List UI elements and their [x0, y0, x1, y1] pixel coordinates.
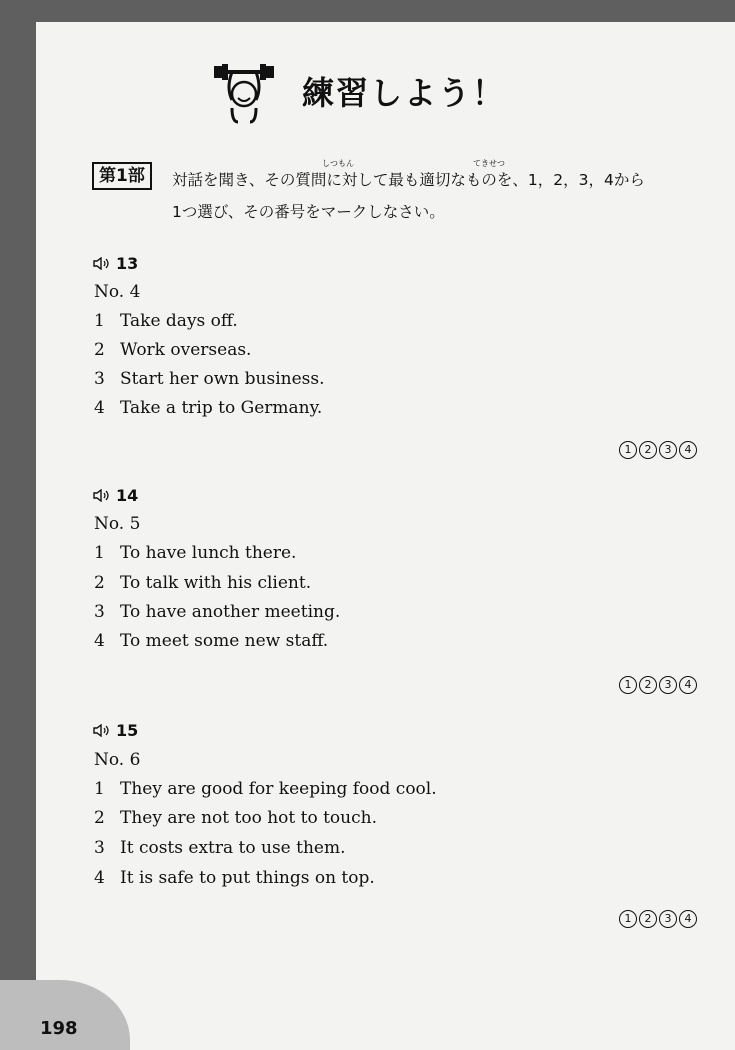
audio-track — [93, 486, 138, 505]
answer-bubble[interactable]: 3 — [659, 910, 677, 928]
ruby-tekisetsu: てきせつ — [473, 159, 505, 168]
answer-bubble[interactable]: 4 — [679, 441, 697, 459]
choice-text: They are good for keeping food cool. — [120, 779, 437, 799]
part-label: 第1部 — [92, 162, 152, 190]
instruction-line-1: 対話を聞き、その質問に対して最も適切なものを、1，2，3，4から — [172, 171, 645, 189]
choice-item — [94, 311, 238, 331]
choice-number: 2 — [94, 573, 105, 593]
answer-bubble[interactable]: 4 — [679, 676, 697, 694]
choice-text: They are not too hot to touch. — [120, 808, 377, 828]
choice-text: Work overseas. — [120, 340, 252, 360]
page-number: 198 — [40, 1018, 78, 1039]
track-number: 15 — [116, 721, 139, 740]
answer-bubble[interactable]: 1 — [619, 441, 637, 459]
answer-bubble[interactable]: 1 — [619, 910, 637, 928]
choice-number: 1 — [94, 779, 105, 799]
speaker-icon — [93, 724, 110, 737]
choice-text: Start her own business. — [120, 369, 325, 389]
answer-bubble[interactable]: 2 — [639, 676, 657, 694]
answer-bubble[interactable]: 4 — [679, 910, 697, 928]
answer-bubble[interactable]: 3 — [659, 676, 677, 694]
speaker-icon — [93, 257, 110, 270]
choice-item — [94, 543, 296, 563]
question-number: No. 4 — [94, 282, 141, 302]
choice-item — [94, 868, 375, 888]
choice-item — [94, 779, 437, 799]
section-header — [212, 58, 506, 124]
ruby-shitsumon: しつもん — [322, 159, 354, 168]
answer-bubbles — [619, 910, 697, 928]
choice-text: To have another meeting. — [120, 602, 341, 622]
choice-item — [94, 369, 325, 389]
choice-number: 3 — [94, 602, 105, 622]
choice-item — [94, 838, 346, 858]
answer-bubble[interactable]: 2 — [639, 910, 657, 928]
choice-number: 1 — [94, 311, 105, 331]
choice-text: It is safe to put things on top. — [120, 868, 375, 888]
choice-item — [94, 808, 377, 828]
choice-item — [94, 602, 340, 622]
choice-number: 3 — [94, 838, 105, 858]
choice-number: 3 — [94, 369, 105, 389]
choice-item — [94, 340, 251, 360]
choice-text: Take a trip to Germany. — [120, 398, 323, 418]
track-number: 14 — [116, 486, 139, 505]
choice-text: It costs extra to use them. — [120, 838, 346, 858]
choice-number: 4 — [94, 398, 105, 418]
choice-text: To talk with his client. — [120, 573, 312, 593]
choice-number: 4 — [94, 631, 105, 651]
choice-item — [94, 631, 328, 651]
choice-number: 4 — [94, 868, 105, 888]
choice-text: Take days off. — [120, 311, 238, 331]
weightlifter-icon — [212, 58, 276, 124]
answer-bubble[interactable]: 2 — [639, 441, 657, 459]
choice-number: 2 — [94, 340, 105, 360]
audio-track — [93, 254, 138, 273]
answer-bubble[interactable]: 3 — [659, 441, 677, 459]
answer-bubble[interactable]: 1 — [619, 676, 637, 694]
question-number: No. 6 — [94, 750, 141, 770]
choice-text: To meet some new staff. — [120, 631, 329, 651]
choice-text: To have lunch there. — [120, 543, 297, 563]
track-number: 13 — [116, 254, 139, 273]
audio-track — [93, 721, 138, 740]
instruction-line-2: 1つ選び、その番号をマークしなさい。 — [172, 203, 445, 221]
choice-number: 1 — [94, 543, 105, 563]
section-title: 練習しよう！ — [302, 74, 507, 112]
question-number: No. 5 — [94, 514, 141, 534]
instruction-text — [172, 164, 702, 228]
answer-bubbles — [619, 441, 697, 459]
choice-number: 2 — [94, 808, 105, 828]
choice-item — [94, 573, 311, 593]
choice-item — [94, 398, 322, 418]
answer-bubbles — [619, 676, 697, 694]
speaker-icon — [93, 489, 110, 502]
